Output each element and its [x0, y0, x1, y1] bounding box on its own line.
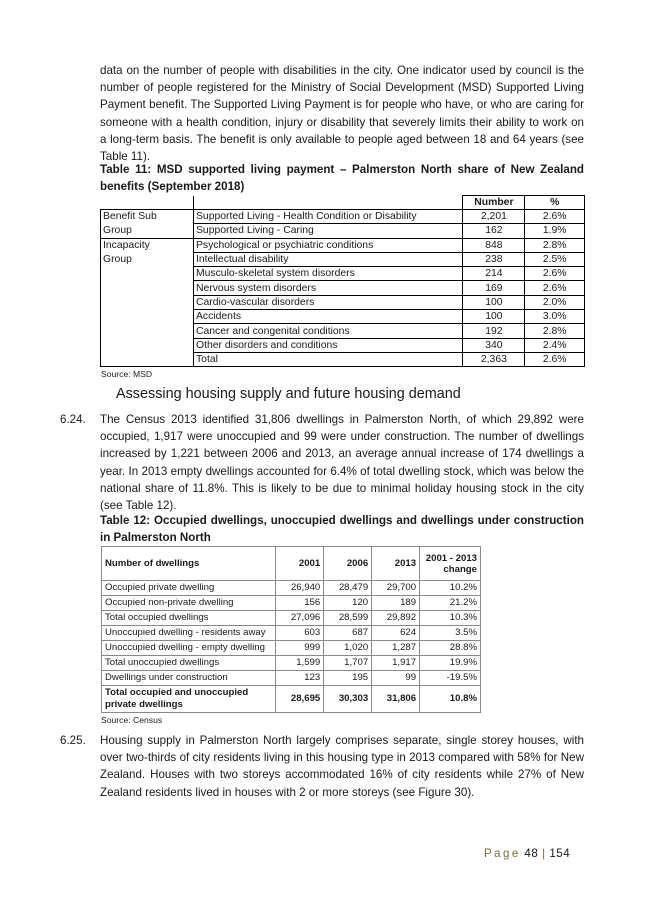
value-2001: 999 — [276, 641, 324, 656]
value-2006: 195 — [324, 671, 372, 686]
current-page: 48 — [524, 847, 539, 860]
row-percent: 2.6% — [525, 352, 585, 366]
value-change: -19.5% — [420, 671, 481, 686]
table-12-source: Source: Census — [101, 715, 163, 725]
page-label: Page — [484, 847, 521, 860]
row-number: 238 — [463, 252, 525, 266]
row-number: 192 — [463, 324, 525, 338]
value-2013: 99 — [372, 671, 420, 686]
table-row — [102, 611, 481, 626]
row-percent: 2.6% — [525, 267, 585, 281]
value-2013: 29,892 — [372, 611, 420, 626]
value-change: 21.2% — [420, 596, 481, 611]
value-2001: 26,940 — [276, 581, 324, 596]
paragraph-number: 6.24. — [60, 413, 86, 426]
row-percent: 2.8% — [525, 324, 585, 338]
row-number: 169 — [463, 281, 525, 295]
value-change: 10.2% — [420, 581, 481, 596]
row-percent: 1.9% — [525, 224, 585, 238]
value-2006: 1,707 — [324, 656, 372, 671]
table-12-caption: Table 12: Occupied dwellings, unoccupied dwellings and dwellings under construction in Palmerston North — [100, 514, 584, 544]
row-number: 100 — [463, 310, 525, 324]
row-percent: 2.0% — [525, 295, 585, 309]
table-row — [102, 656, 481, 671]
value-2013: 29,700 — [372, 581, 420, 596]
row-label: Dwellings under construction — [102, 671, 276, 686]
row-number: 100 — [463, 295, 525, 309]
column-header-number: Number — [463, 196, 525, 210]
value-2001: 28,695 — [276, 686, 324, 713]
paragraph-number: 6.25. — [60, 734, 86, 747]
row-label: Total occupied and unoccupied private dwellings — [102, 686, 276, 713]
row-percent: 2.6% — [525, 281, 585, 295]
row-label: Musculo-skeletal system disorders — [193, 267, 462, 281]
value-2006: 687 — [324, 626, 372, 641]
column-header-2013: 2013 — [372, 547, 420, 581]
value-2006: 120 — [324, 596, 372, 611]
column-header-label: Number of dwellings — [102, 547, 276, 581]
row-label: Occupied non-private dwelling — [102, 596, 276, 611]
value-2006: 30,303 — [324, 686, 372, 713]
group-label: Group — [101, 224, 194, 238]
group-label: Group — [101, 252, 194, 266]
value-change: 3.5% — [420, 626, 481, 641]
value-2013: 189 — [372, 596, 420, 611]
row-label: Nervous system disorders — [193, 281, 462, 295]
page-footer — [484, 847, 570, 860]
value-2013: 624 — [372, 626, 420, 641]
column-header-2001: 2001 — [276, 547, 324, 581]
table-row — [101, 324, 585, 338]
table-11-caption: Table 11: MSD supported living payment – Palmerston North share of New Zealand benefits (September 2018) — [100, 163, 584, 193]
row-label: Cardio-vascular disorders — [193, 295, 462, 309]
table-row — [101, 252, 585, 266]
total-pages: 154 — [549, 847, 571, 860]
value-2001: 27,096 — [276, 611, 324, 626]
row-label: Accidents — [193, 310, 462, 324]
row-label: Supported Living - Health Condition or Disability — [193, 210, 462, 224]
value-2013: 31,806 — [372, 686, 420, 713]
section-heading: Assessing housing supply and future housing demand — [116, 386, 461, 402]
table-row-total — [102, 686, 481, 713]
table-row — [101, 267, 585, 281]
value-2006: 28,479 — [324, 581, 372, 596]
column-header-percent: % — [525, 196, 585, 210]
table-row — [102, 641, 481, 656]
row-number: 162 — [463, 224, 525, 238]
row-number: 2,201 — [463, 210, 525, 224]
row-number: 2,363 — [463, 352, 525, 366]
value-2006: 1,020 — [324, 641, 372, 656]
value-change: 28.8% — [420, 641, 481, 656]
row-label: Total unoccupied dwellings — [102, 656, 276, 671]
row-number: 214 — [463, 267, 525, 281]
table-row — [101, 238, 585, 252]
table-row — [101, 338, 585, 352]
table-row — [101, 224, 585, 238]
row-label: Total occupied dwellings — [102, 611, 276, 626]
row-label: Supported Living - Caring — [193, 224, 462, 238]
row-percent: 2.4% — [525, 338, 585, 352]
table-11 — [100, 195, 585, 367]
row-label: Occupied private dwelling — [102, 581, 276, 596]
intro-paragraph: data on the number of people with disabilities in the city. One indicator used by council is the number of people registered for the Ministry of Social Development (MSD) Supported Living Payment benefit. The Supported Living Payment is for people who have, or who are caring for someone with a health condition, injury or disability that severely limits their ability to work on a long-term basis. The benefit is only available to people aged between 18 and 64 years (see Table 11). — [100, 64, 584, 164]
table-row — [102, 596, 481, 611]
row-label: Total — [193, 352, 462, 366]
row-percent: 3.0% — [525, 310, 585, 324]
group-label: Benefit Sub — [101, 210, 194, 224]
value-change: 10.3% — [420, 611, 481, 626]
row-label: Intellectual disability — [193, 252, 462, 266]
paragraph-6-25: Housing supply in Palmerston North largely comprises separate, single storey houses, with over two-thirds of city residents living in this housing type in 2013 compared with 58% for New Zealand. Houses with two storeys accommodated 16% of city residents while 27% of New Zealand residents lived in houses with 2 or more storeys (see Figure 30). — [100, 734, 584, 799]
group-label: Incapacity — [101, 238, 194, 252]
row-number: 340 — [463, 338, 525, 352]
table-row — [101, 210, 585, 224]
row-percent: 2.6% — [525, 210, 585, 224]
column-header-change: 2001 - 2013 change — [420, 547, 481, 581]
row-label: Unoccupied dwelling - residents away — [102, 626, 276, 641]
table-row — [101, 295, 585, 309]
table-row — [102, 581, 481, 596]
row-label: Psychological or psychiatric conditions — [193, 238, 462, 252]
value-change: 19.9% — [420, 656, 481, 671]
paragraph-6-24: The Census 2013 identified 31,806 dwellings in Palmerston North, of which 29,892 were occupied, 1,917 were unoccupied and 99 were under construction. The number of dwellings increased by 1,221 between 2006 and 2013, an average annual increase of 174 dwellings a year. In 2013 empty dwellings accounted for 6.4% of total dwelling stock, which was below the national share of 11.8%. This is likely to be due to minimal holiday housing stock in the city (see Table 12). — [100, 413, 584, 513]
table-row — [102, 626, 481, 641]
table-row — [101, 281, 585, 295]
row-percent: 2.8% — [525, 238, 585, 252]
table-row — [101, 310, 585, 324]
value-2001: 156 — [276, 596, 324, 611]
table-12 — [101, 546, 481, 713]
row-number: 848 — [463, 238, 525, 252]
value-2013: 1,287 — [372, 641, 420, 656]
table-11-source: Source: MSD — [101, 369, 153, 379]
page-separator: | — [542, 847, 546, 860]
table-row-total — [101, 352, 585, 366]
value-2001: 1,599 — [276, 656, 324, 671]
value-2013: 1,917 — [372, 656, 420, 671]
table-header-row — [102, 547, 481, 581]
value-2001: 603 — [276, 626, 324, 641]
value-change: 10.8% — [420, 686, 481, 713]
row-label: Unoccupied dwelling - empty dwelling — [102, 641, 276, 656]
row-label: Other disorders and conditions — [193, 338, 462, 352]
column-header-2006: 2006 — [324, 547, 372, 581]
row-label: Cancer and congenital conditions — [193, 324, 462, 338]
value-2006: 28,599 — [324, 611, 372, 626]
value-2001: 123 — [276, 671, 324, 686]
row-percent: 2.5% — [525, 252, 585, 266]
table-row — [102, 671, 481, 686]
